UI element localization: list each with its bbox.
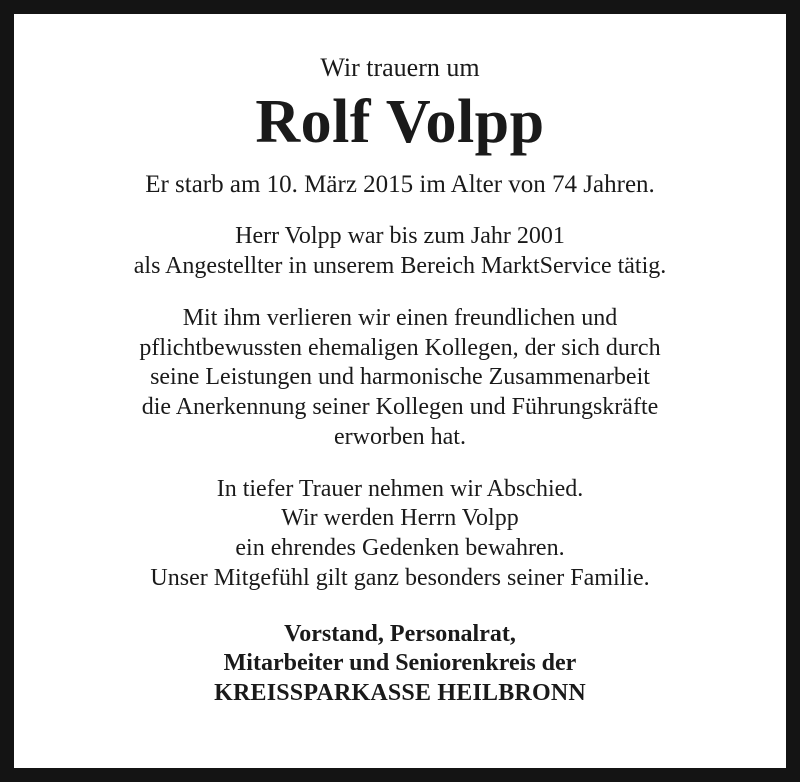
mourning-line: Unser Mitgefühl gilt ganz besonders seiner Familie. [150,564,650,591]
tribute-line: Mit ihm verlieren wir einen freundlichen und [182,304,618,331]
signature-line: Vorstand, Personalrat, [284,620,516,647]
mourning-line: In tiefer Trauer nehmen wir Abschied. [216,475,584,502]
tribute-line: erworben hat. [334,423,466,450]
service-line: als Angestellter in unserem Bereich MarktService tätig. [133,253,667,280]
tribute-line: die Anerkennung seiner Kollegen und Führungskräfte [141,394,659,421]
deceased-name: Rolf Volpp [255,88,545,157]
tribute-line: pflichtbewussten ehemaligen Kollegen, der sich durch [139,334,661,361]
organization-name: KREISSPARKASSE HEILBRONN [214,680,586,707]
tribute-line: seine Leistungen und harmonische Zusammenarbeit [150,364,650,391]
signature-line: Mitarbeiter und Seniorenkreis der [223,650,577,677]
signature-block [214,620,586,709]
service-line: Herr Volpp war bis zum Jahr 2001 [235,223,565,250]
mourning-line: ein ehrendes Gedenken bewahren. [235,535,565,562]
death-date-line: Er starb am 10. März 2015 im Alter von 74 Jahren. [145,171,655,199]
tribute-block [139,304,660,453]
service-block [134,222,667,282]
intro-text: Wir trauern um [320,53,480,82]
mourning-block [150,475,649,594]
mourning-line: Wir werden Herrn Volpp [281,505,519,532]
